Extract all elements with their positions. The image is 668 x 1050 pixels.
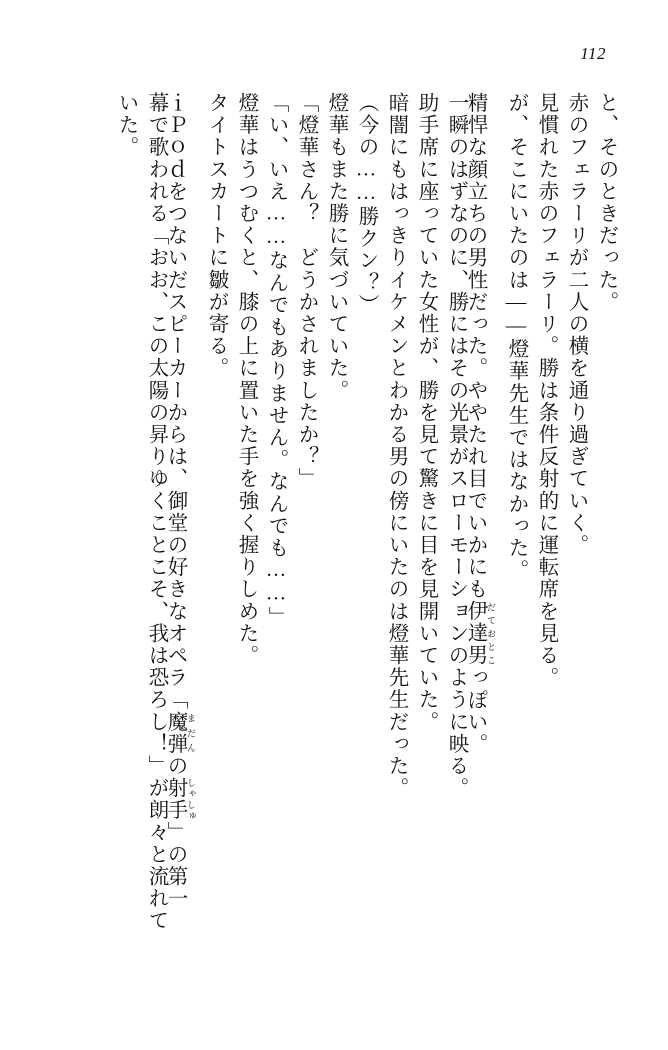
page-number: 112 (580, 44, 606, 63)
text-line: と、そのときだった。 (595, 92, 617, 313)
vertical-text-block (46, 92, 616, 1022)
text-line: 赤のフェラーリが二人の横を通り過ぎていく。 (565, 92, 587, 557)
text-line: 一瞬のはずなのに、勝にはその光景がスローモーションのように映る。 (445, 92, 467, 800)
text-line: 燈華はうつむくと、膝の上に置いた手を強く握りしめた。 (235, 92, 257, 667)
text-line: 「い、いえ……なんでもありません。なんでも……」 (265, 92, 287, 629)
text-line: 燈華もまた勝に気づいていた。 (325, 92, 347, 402)
text-line: 幕で歌われる「おお、この太陽の昇りゆくことこそ、我は恐ろし！」が朗々と流れて (145, 92, 167, 932)
text-line: 助手席に座っていた女性が、勝を見て驚きに目を見開いていた。 (415, 92, 437, 733)
text-line: 精悍な顔立ちの男性だった。ややたれ目でいかにも伊達男 だておとこっぽい。 (464, 92, 496, 756)
text-line: いた。 (115, 92, 137, 159)
text-line: 暗闇にもはっきりイケメンとわかる男の傍にいたのは燈華先生だった。 (385, 92, 407, 800)
text-line: が、そこにいたのは――燈華先生ではなかった。 (505, 92, 527, 582)
text-line: （今の……勝クン？） (355, 92, 377, 316)
text-line: 見慣れた赤のフェラーリ。勝は条件反射的に運転席を見る。 (535, 92, 557, 689)
text-line: タイトスカートに皺が寄る。 (205, 92, 227, 380)
text-line: ｉＰｏｄをつないだスピーカーからは、御堂の好きなオペラ「魔弾 まだんの射手 しゃしゅ」の第一 (164, 92, 196, 910)
text-line: 「燈華さん？ どうかされましたか？」 (295, 92, 317, 490)
